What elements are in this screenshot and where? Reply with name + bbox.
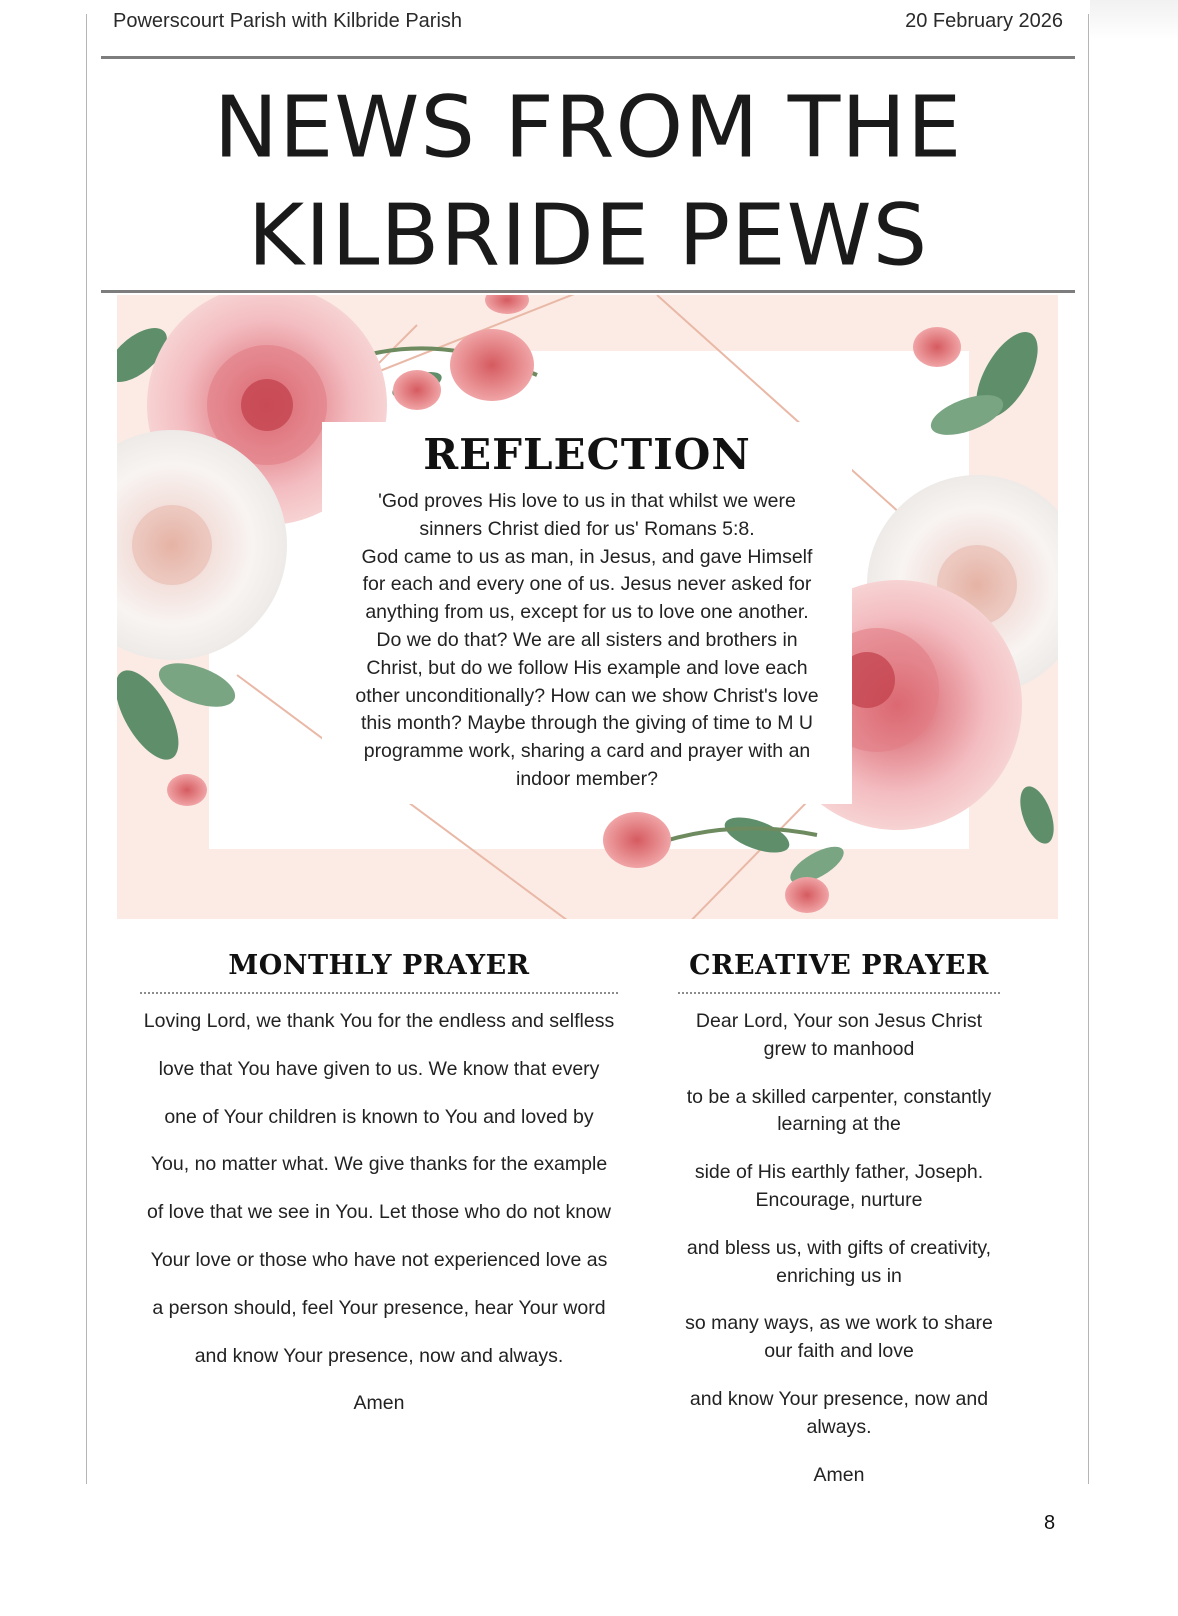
dotted-divider [678,992,1000,994]
prayer-line: You, no matter what. We give thanks for the example [150,1153,608,1176]
prayer-line: and know Your presence, now and always. [689,1387,989,1438]
prayer-amen: Amen [353,1392,405,1415]
issue-date: 20 February 2026 [905,10,1063,32]
parish-name: Powerscourt Parish with Kilbride Parish [113,10,463,32]
creative-prayer-text [676,1008,1002,1489]
dotted-divider [140,992,618,994]
reflection-line: God came to us as man, in Jesus, and gave Himself [361,545,813,568]
reflection-line: programme work, sharing a card and prayer with an [363,740,811,763]
monthly-prayer-text [139,1008,619,1418]
masthead-line-2: KILBRIDE PEWS [247,187,929,285]
prayer-line: Dear Lord, Your son Jesus Christ grew to manhood [695,1010,983,1060]
page-number: 8 [1044,1512,1056,1534]
prayer-line: of love that we see in You. Let those who do not know [147,1201,611,1224]
prayer-line: a person should, feel Your presence, hear Your word [152,1296,606,1319]
reflection-body [336,488,838,794]
masthead-line-1: NEWS FROM THE [213,79,963,177]
masthead-rule [101,290,1075,293]
prayer-line: Loving Lord, we thank You for the endless and selfless [143,1010,615,1032]
page-edge-left [86,14,87,1484]
prayer-line: and bless us, with gifts of creativity, enriching us in [686,1236,992,1287]
reflection-line: indoor member? [516,767,658,790]
prayer-line: to be a skilled carpenter, constantly learning at the [686,1085,992,1136]
reflection-panel [322,422,852,804]
prayer-line: and know Your presence, now and always. [194,1344,564,1367]
prayer-line: Your love or those who have not experienced love as [150,1248,608,1271]
reflection-line: for each and every one of us. Jesus never asked for [362,573,812,596]
prayer-line: so many ways, as we work to share our faith and love [685,1312,993,1363]
reflection-line: Christ, but do we follow His example and love each [366,656,808,679]
reflection-line: this month? Maybe through the giving of time to M U [361,712,813,735]
reflection-line: other unconditionally? How can we show Christ's love [355,684,819,707]
monthly-prayer-heading: MONTHLY PRAYER [228,950,530,981]
prayer-line: side of His earthly father, Joseph. Encourage, nurture [694,1161,984,1211]
reflection-line: sinners Christ died for us' Romans 5:8. [419,517,755,540]
prayer-amen: Amen [813,1463,865,1486]
monthly-prayer-column [139,950,619,1438]
header-rule [101,56,1075,59]
reflection-line: Do we do that? We are all sisters and brothers in [376,628,798,651]
creative-prayer-heading: CREATIVE PRAYER [689,950,989,981]
prayer-line: one of Your children is known to You and loved by [164,1105,594,1128]
running-header [113,10,1063,40]
page-shadow [1090,0,1178,40]
reflection-line: anything from us, except for us to love one another. [365,601,809,624]
reflection-heading: REFLECTION [423,430,751,479]
creative-prayer-column [676,950,1002,1509]
reflection-line: 'God proves His love to us in that whilst we were [378,490,796,512]
prayer-line: love that You have given to us. We know that every [158,1057,600,1080]
masthead-title [101,74,1075,290]
page-edge-right [1088,14,1089,1484]
